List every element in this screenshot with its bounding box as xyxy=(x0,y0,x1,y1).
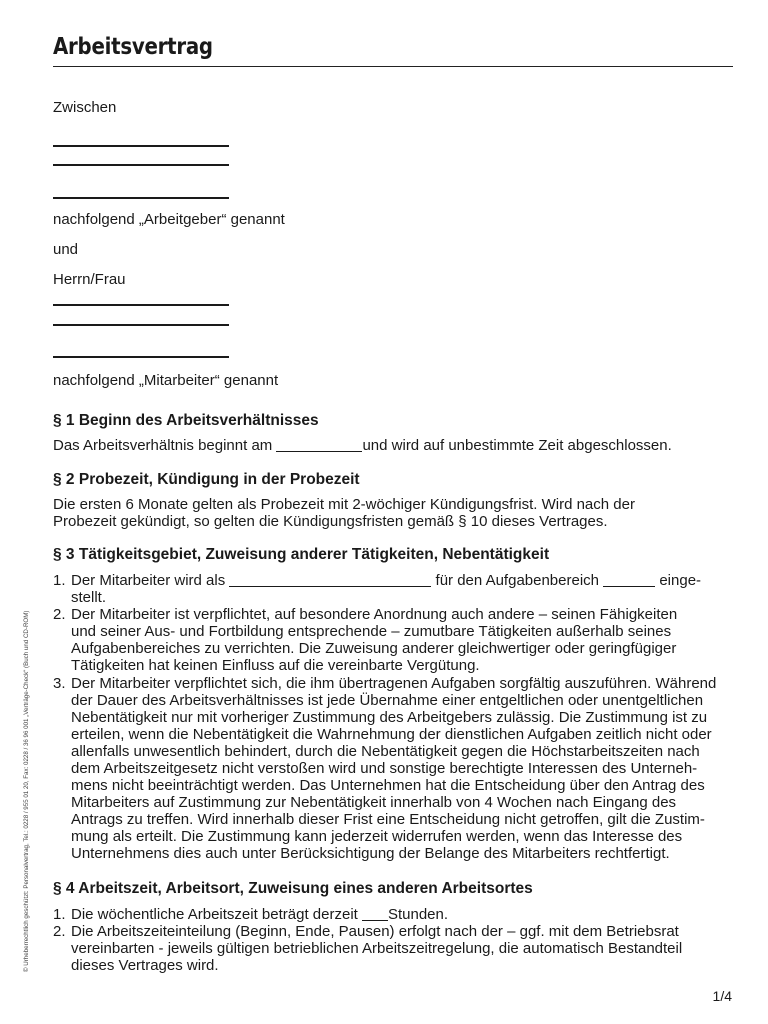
item-text: Der Mitarbeiter wird als xyxy=(71,572,230,589)
employer-blank-line-3 xyxy=(53,197,229,199)
item-line: dieses Vertrages wird. xyxy=(71,957,219,974)
item-line: mens nicht beeinträchtigt werden. Das Unternehmen hat die Entscheidung über den Antrag des xyxy=(71,777,705,794)
item-line: Antrags zu treffen. Wird innerhalb dieser Frist eine Entscheidung nicht getroffen, gilt die Zustim- xyxy=(71,811,705,828)
employer-blank-line-2 xyxy=(53,164,229,166)
item-line: Der Mitarbeiter verpflichtet sich, die ihm übertragenen Aufgaben sorgfältig auszuführen. Während xyxy=(71,675,717,692)
item-line: Tätigkeiten hat keinen Einfluss auf die vereinbarte Vergütung. xyxy=(71,657,480,674)
salutation-label: Herrn/Frau xyxy=(53,271,126,288)
title-divider xyxy=(53,66,733,67)
item-line: dem Arbeitszeitgesetz nicht verstoßen wird und sonstige berechtigte Interessen des Unterneh- xyxy=(71,760,698,777)
section-2-line: Die ersten 6 Monate gelten als Probezeit mit 2-wöchiger Kündigungsfrist. Wird nach der xyxy=(53,496,635,513)
item-line: und seiner Aus- und Fortbildung entsprechende – zumutbare Tätigkeiten außerhalb seines xyxy=(71,623,672,640)
item-line: Nebentätigkeit nur mit vorheriger Zustimmung des Arbeitgebers zulässig. Die Zustimmung ist zu xyxy=(71,709,708,726)
section-4-heading: § 4 Arbeitszeit, Arbeitsort, Zuweisung eines anderen Arbeitsortes xyxy=(53,880,533,897)
employer-designation: nachfolgend „Arbeitgeber“ genannt xyxy=(53,211,285,228)
task-area-blank xyxy=(603,572,655,587)
section-1-heading: § 1 Beginn des Arbeitsverhältnisses xyxy=(53,412,319,429)
employee-blank-line-3 xyxy=(53,356,229,358)
item-line: erteilen, wenn die Nebentätigkeit die Wahrnehmung der dienstlichen Aufgaben zeitlich nicht oder xyxy=(71,726,712,743)
list-number: 1. xyxy=(53,572,66,589)
list-number: 3. xyxy=(53,675,66,692)
item-text: einge- xyxy=(655,572,702,589)
item-text: Stunden. xyxy=(387,906,449,923)
employee-designation: nachfolgend „Mitarbeiter“ genannt xyxy=(53,372,279,389)
item-line: der Dauer des Arbeitsverhältnisses ist jede Übernahme einer entgeltlichen oder unentgeltlichen xyxy=(71,692,704,709)
job-title-blank xyxy=(229,572,431,587)
item-line: vereinbarten - jeweils gültigen betrieblichen Arbeitszeitregelung, die automatisch Bestandteil xyxy=(71,940,683,957)
item-line: allenfalls unwesentlich behindert, durch die Nebentätigkeit gegen die Höchstarbeitszeiten nach xyxy=(71,743,700,760)
item-text: stellt. xyxy=(71,589,107,606)
weekly-hours-blank xyxy=(362,906,388,921)
between-label: Zwischen xyxy=(53,99,117,116)
section-4-item-2 xyxy=(53,923,682,974)
item-text: Die wöchentliche Arbeitszeit beträgt derzeit xyxy=(71,906,362,923)
section-3-item-2 xyxy=(53,606,677,674)
item-line: Aufgabenbereiches zu verrichten. Die Zuweisung anderer gleichwertiger oder geringfügiger xyxy=(71,640,677,657)
employee-blank-line-2 xyxy=(53,324,229,326)
item-line: Mitarbeiters auf Zustimmung zur Nebentätigkeit innerhalb von 4 Wochen nach Eingang des xyxy=(71,794,677,811)
section-2-paragraph xyxy=(53,496,635,530)
page-title: Arbeitsvertrag xyxy=(53,34,213,60)
item-line: Unternehmens dies auch unter Berücksichtigung der Belange des Mitarbeiters rechtfertigt. xyxy=(71,845,670,862)
section-1-text-a: Das Arbeitsverhältnis beginnt am xyxy=(53,437,277,454)
item-line: Der Mitarbeiter ist verpflichtet, auf besondere Anordnung auch andere – seinen Fähigkeiten xyxy=(71,606,678,623)
start-date-blank xyxy=(276,437,362,452)
section-3-item-3 xyxy=(53,675,716,862)
copyright-side-note: © Urheberrechtlich geschützt: Personalvertrag, Tel.: 0228 / 955 01 20, Fax: 0228 / 36 96 001 „Verträge-Check“ (Buch und CD-ROM) xyxy=(23,610,30,972)
section-1-text-b: und wird auf unbestimmte Zeit abgeschlossen. xyxy=(362,437,672,454)
and-label: und xyxy=(53,241,79,258)
section-3-item-1 xyxy=(53,572,701,606)
section-4-item-1 xyxy=(53,906,448,923)
employee-blank-line-1 xyxy=(53,304,229,306)
page-number: 1/4 xyxy=(712,988,732,1004)
section-3-heading: § 3 Tätigkeitsgebiet, Zuweisung anderer Tätigkeiten, Nebentätigkeit xyxy=(53,546,550,563)
employer-blank-line-1 xyxy=(53,145,229,147)
section-2-line: Probezeit gekündigt, so gelten die Kündigungsfristen gemäß § 10 dieses Vertrages. xyxy=(53,513,608,530)
list-number: 2. xyxy=(53,923,66,940)
list-number: 2. xyxy=(53,606,66,623)
list-number: 1. xyxy=(53,906,66,923)
section-2-heading: § 2 Probezeit, Kündigung in der Probezeit xyxy=(53,471,360,488)
section-1-text xyxy=(53,437,672,454)
item-line: mung als erteilt. Die Zustimmung kann jederzeit widerrufen werden, wenn das Interesse des xyxy=(71,828,683,845)
item-text: für den Aufgabenbereich xyxy=(431,572,604,589)
item-line: Die Arbeitszeiteinteilung (Beginn, Ende, Pausen) erfolgt nach der – ggf. mit dem Betriebsrat xyxy=(71,923,679,940)
